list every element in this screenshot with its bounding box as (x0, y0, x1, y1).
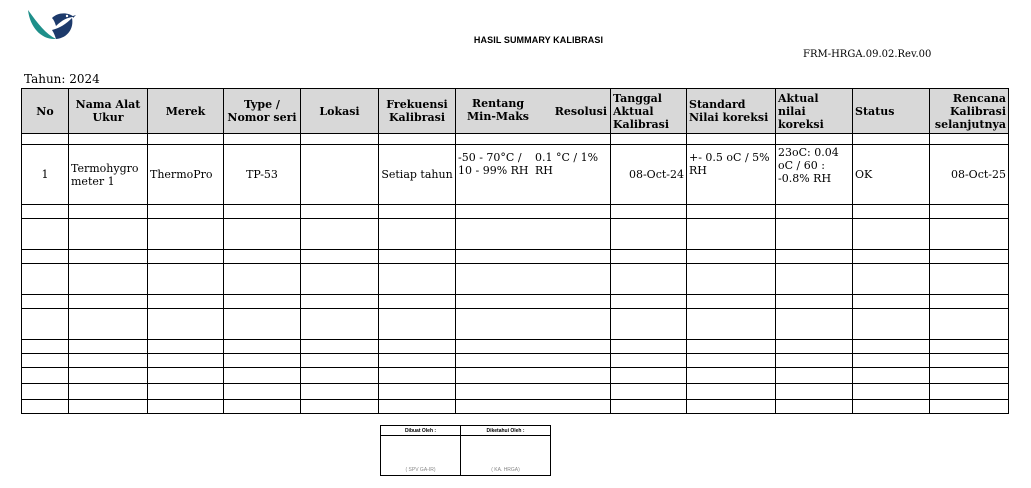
cell-resolusi: 0.1 °C / 1% RH (535, 151, 599, 177)
col-status: Status (853, 89, 930, 134)
col-merek: Merek (148, 89, 224, 134)
table-row (22, 400, 1009, 414)
known-by-signature-box: ( KA. HRGA) (461, 436, 551, 476)
table-row (22, 384, 1009, 400)
cell-status: OK (853, 145, 930, 205)
signature-block (380, 425, 551, 476)
col-rentang-resolusi (456, 89, 611, 134)
cell-nama: Termohygrometer 1 (69, 145, 148, 205)
known-by-label: Diketahui Oleh : (461, 426, 551, 436)
form-code: FRM-HRGA.09.02.Rev.00 (803, 49, 932, 60)
table-row (22, 205, 1009, 219)
table-header-row (22, 89, 1009, 134)
cell-type: TP-53 (224, 145, 301, 205)
table-row (22, 219, 1009, 250)
col-standard: Standard Nilai koreksi (687, 89, 776, 134)
cell-frekuensi: Setiap tahun (379, 145, 456, 205)
made-by-label: Dibuat Oleh : (381, 426, 461, 436)
cell-lokasi (301, 145, 379, 205)
table-row (22, 354, 1009, 368)
year-label: Tahun: 2024 (24, 72, 100, 86)
table-row (22, 340, 1009, 354)
page-title: HASIL SUMMARY KALIBRASI (473, 35, 604, 45)
col-rencana: Rencana Kalibrasi selanjutnya (930, 89, 1009, 134)
table-row (22, 264, 1009, 295)
table-row (22, 250, 1009, 264)
col-no: No (22, 89, 69, 134)
col-rentang: Rentang Min-Maks (466, 97, 530, 123)
table-row (22, 145, 1009, 205)
cell-merek: ThermoPro (148, 145, 224, 205)
table-row (22, 309, 1009, 340)
col-tanggal: Tanggal Aktual Kalibrasi (611, 89, 687, 134)
col-nama-alat: Nama Alat Ukur (69, 89, 148, 134)
calibration-table (21, 88, 1009, 414)
cell-tanggal: 08-Oct-24 (611, 145, 687, 205)
cell-rencana: 08-Oct-25 (930, 145, 1009, 205)
col-aktual: Aktual nilai koreksi (776, 89, 853, 134)
cell-rentang: -50 - 70°C / 10 - 99% RH (458, 151, 529, 177)
table-row (22, 295, 1009, 309)
cell-rentang-resolusi (456, 145, 611, 205)
cell-aktual: 23oC: 0.04 oC / 60 : -0.8% RH (776, 145, 853, 205)
col-type: Type / Nomor seri (224, 89, 301, 134)
table-row (22, 134, 1009, 145)
col-frekuensi: Frekuensi Kalibrasi (379, 89, 456, 134)
col-lokasi: Lokasi (301, 89, 379, 134)
cell-standard: +- 0.5 oC / 5% RH (687, 145, 776, 205)
cell-no: 1 (22, 145, 69, 205)
made-by-signature-box: ( SPV GA-IR) (381, 436, 461, 476)
col-resolusi: Resolusi (554, 105, 607, 118)
table-row (22, 368, 1009, 384)
